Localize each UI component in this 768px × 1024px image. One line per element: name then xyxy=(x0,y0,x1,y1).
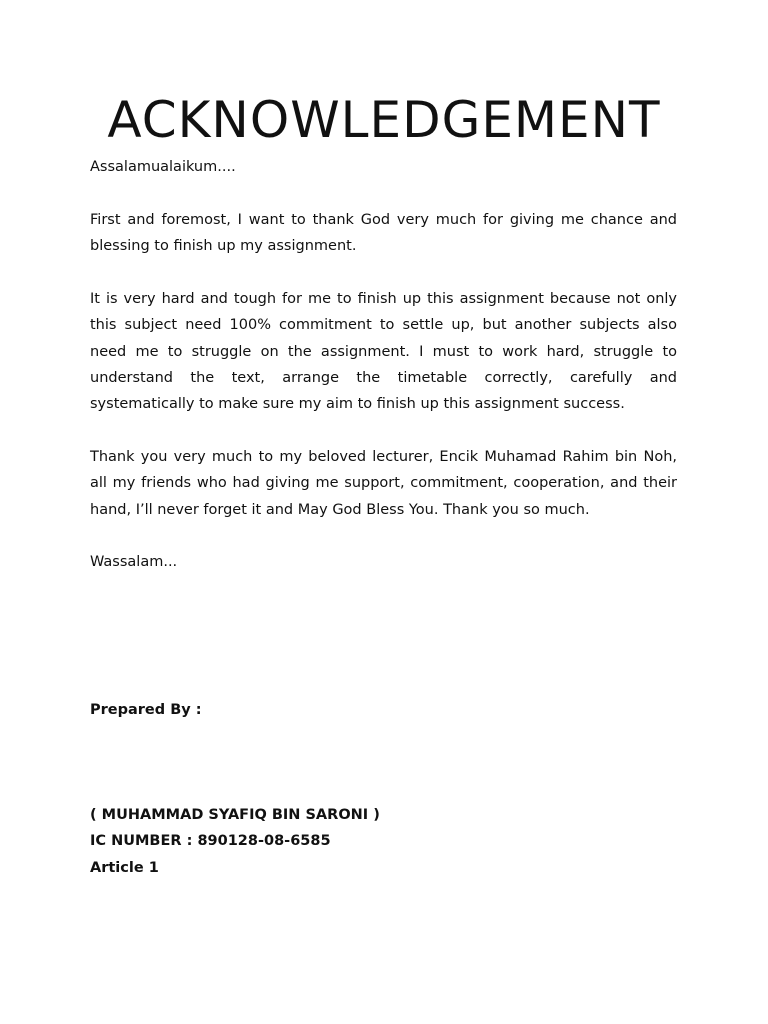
closing-text: Wassalam... xyxy=(90,554,178,570)
paragraph-thanks-lecturer: Thank you very much to my beloved lecturer, Encik Muhamad Rahim bin Noh, all my friends who had giving me support, commitment, cooperation, and their hand, I’ll never forget it and May God Bless You. Thank you so much. xyxy=(90,449,677,518)
article-label: Article 1 xyxy=(90,860,159,876)
ic-number: IC NUMBER : 890128-08-6585 xyxy=(90,833,331,849)
page-title: ACKNOWLEDGEMENT xyxy=(107,91,661,149)
paragraph-difficulty: It is very hard and tough for me to finish up this assignment because not only this subject need 100% commitment to settle up, but another subjects also need me to struggle on the assignment. I must to work hard, struggle to understand the text, arrange the timetable correctly, carefully and systematically to make sure my aim to finish up this assignment success. xyxy=(90,291,677,413)
greeting-text: Assalamualaikum.... xyxy=(90,159,236,175)
paragraph-thanks-god: First and foremost, I want to thank God very much for giving me chance and blessing to finish up my assignment. xyxy=(90,212,677,255)
author-name: ( MUHAMMAD SYAFIQ BIN SARONI ) xyxy=(90,807,380,823)
prepared-by-label: Prepared By : xyxy=(90,702,202,718)
